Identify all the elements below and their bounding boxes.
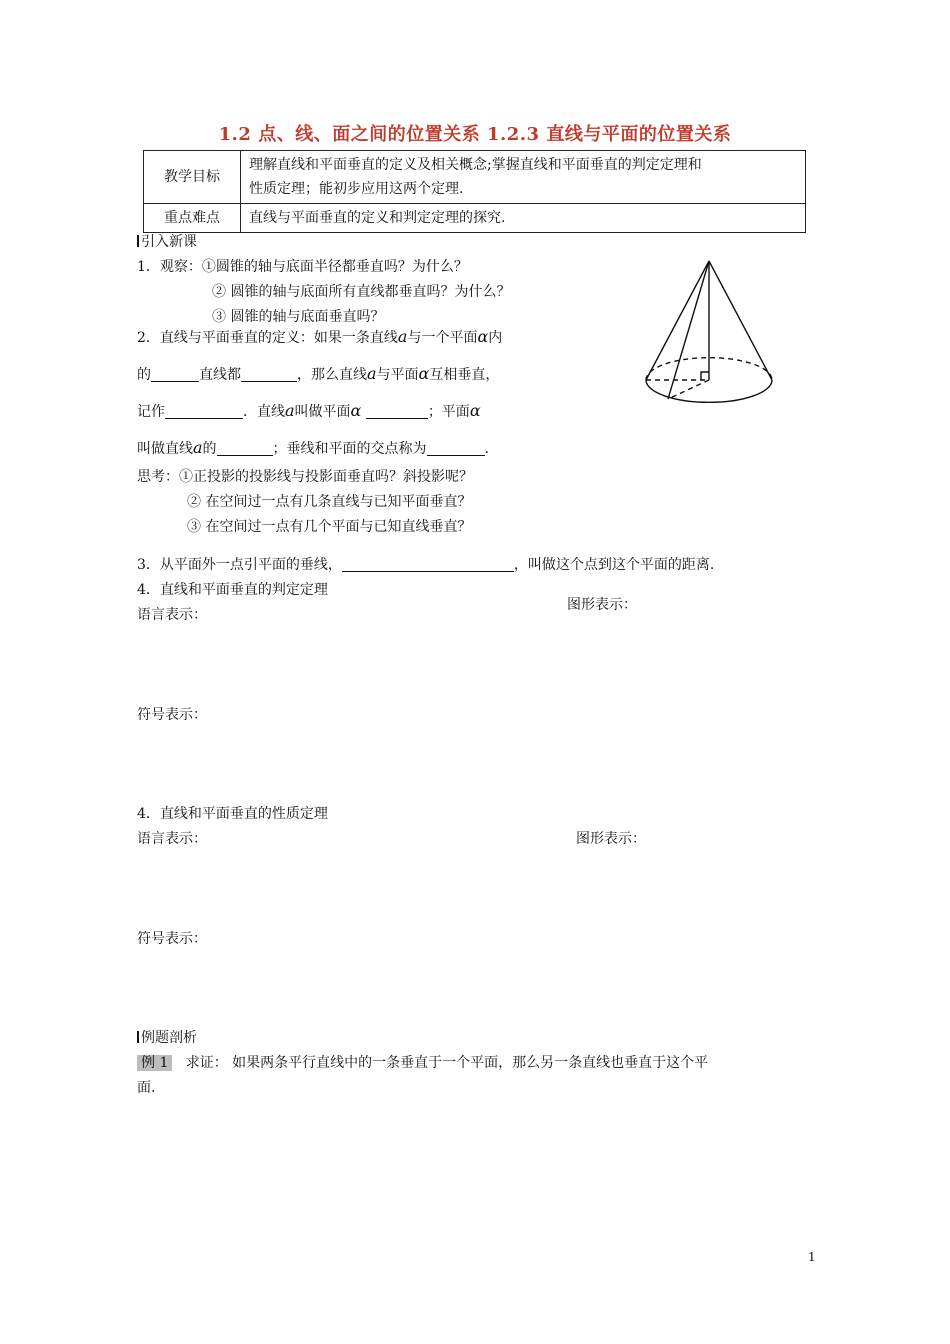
q2-line	[137, 327, 502, 347]
cone-base-front	[646, 380, 772, 402]
symbol-label: 符号表示：	[137, 707, 207, 723]
q2-line	[137, 401, 481, 421]
think-item: ①正投影的投影线与投影面垂直吗？斜投影呢？	[179, 469, 473, 485]
fill-blank[interactable]	[366, 402, 428, 419]
text: 叫做平面	[294, 404, 351, 420]
section-heading	[137, 231, 197, 251]
text: .	[484, 441, 489, 457]
section-marker	[137, 1031, 139, 1043]
fill-blank[interactable]	[241, 365, 297, 382]
var-a: a	[193, 438, 203, 457]
var-a: a	[285, 401, 295, 420]
text: 叫做直线	[137, 441, 193, 457]
var-alpha: α	[477, 327, 489, 346]
var-alpha: α	[418, 364, 430, 383]
text: 2．直线与平面垂直的定义：如果一条直线	[137, 330, 398, 346]
text: 内	[488, 330, 503, 346]
table-row	[144, 204, 806, 233]
cone-figure	[640, 255, 780, 425]
section-heading-text: 引入新课	[141, 234, 197, 250]
objectives-table	[143, 150, 806, 233]
table-content-line: 性质定理；能初步应用这两个定理.	[249, 181, 464, 197]
var-a: a	[367, 364, 377, 383]
symbol-label: 符号表示：	[137, 931, 207, 947]
var-alpha: α	[469, 401, 481, 420]
fill-blank[interactable]	[217, 439, 273, 456]
text: 与平面	[376, 367, 419, 383]
example-text: 求证： 如果两条平行直线中的一条垂直于一个平面，那么另一条直线也垂直于这个平	[185, 1055, 709, 1071]
q1-item: ①圆锥的轴与底面半径都垂直吗？为什么？	[201, 259, 468, 275]
section-heading	[137, 1027, 197, 1047]
section-marker	[137, 235, 139, 247]
think-question	[137, 466, 473, 486]
example-1	[137, 1052, 708, 1072]
q2-line	[137, 438, 489, 458]
text: ．直线	[243, 404, 285, 420]
text: ，叫做这个点到这个平面的距离.	[513, 557, 715, 573]
q4-property-title: 4．直线和平面垂直的性质定理	[137, 806, 328, 822]
page-title: 1.2 点、线、面之间的位置关系 1.2.3 直线与平面的位置关系	[218, 124, 732, 145]
page-number: 1	[808, 1250, 816, 1264]
q1-prefix: 1．观察：	[137, 259, 202, 275]
fill-blank[interactable]	[342, 555, 514, 572]
cone-radius-2	[668, 380, 709, 399]
text: 3．从平面外一点引平面的垂线，	[137, 557, 342, 573]
text: ，那么直线	[297, 367, 367, 383]
cone-generatrix	[668, 261, 709, 399]
q4-judgment-title: 4．直线和平面垂直的判定定理	[137, 582, 328, 598]
table-content-line: 理解直线和平面垂直的定义及相关概念;掌握直线和平面垂直的判定定理和	[249, 157, 702, 173]
q2-line	[137, 364, 499, 384]
fill-blank[interactable]	[427, 439, 485, 456]
example-text-cont: 面.	[137, 1080, 156, 1096]
table-label: 教学目标	[144, 151, 241, 204]
think-item: ③ 在空间过一点有几个平面与已知直线垂直？	[187, 519, 472, 535]
figure-label: 图形表示：	[576, 831, 646, 847]
text: 的	[202, 441, 217, 457]
question-1	[137, 256, 468, 276]
section-heading-text: 例题剖析	[141, 1030, 197, 1046]
language-label: 语言表示：	[137, 831, 207, 847]
fill-blank[interactable]	[165, 402, 243, 419]
think-prefix: 思考：	[137, 469, 179, 485]
text: 记作	[137, 404, 165, 420]
cone-right-edge	[709, 261, 772, 380]
table-label: 重点难点	[144, 204, 241, 233]
table-row	[144, 151, 806, 204]
var-alpha: α	[350, 401, 362, 420]
text: 直线都	[199, 367, 241, 383]
table-content: 直线与平面垂直的定义和判定定理的探究.	[241, 204, 806, 233]
fill-blank[interactable]	[151, 365, 199, 382]
text: 互相垂直，	[429, 367, 500, 383]
table-content	[241, 151, 806, 204]
text: 的	[137, 367, 151, 383]
cone-left-edge	[646, 261, 709, 380]
question-3	[137, 554, 714, 574]
var-a: a	[397, 327, 408, 346]
figure-label: 图形表示：	[567, 597, 637, 613]
q1-item: ③ 圆锥的轴与底面垂直吗？	[212, 309, 385, 325]
text: ；平面	[427, 404, 470, 420]
language-label: 语言表示：	[137, 607, 207, 623]
think-item: ② 在空间过一点有几条直线与已知平面垂直？	[187, 494, 472, 510]
q1-item: ② 圆锥的轴与底面所有直线都垂直吗？为什么？	[212, 284, 511, 300]
text: ；垂线和平面的交点称为	[272, 441, 427, 457]
example-label: 例 1	[137, 1055, 172, 1071]
text: 与一个平面	[407, 330, 478, 346]
right-angle-mark	[701, 372, 709, 380]
